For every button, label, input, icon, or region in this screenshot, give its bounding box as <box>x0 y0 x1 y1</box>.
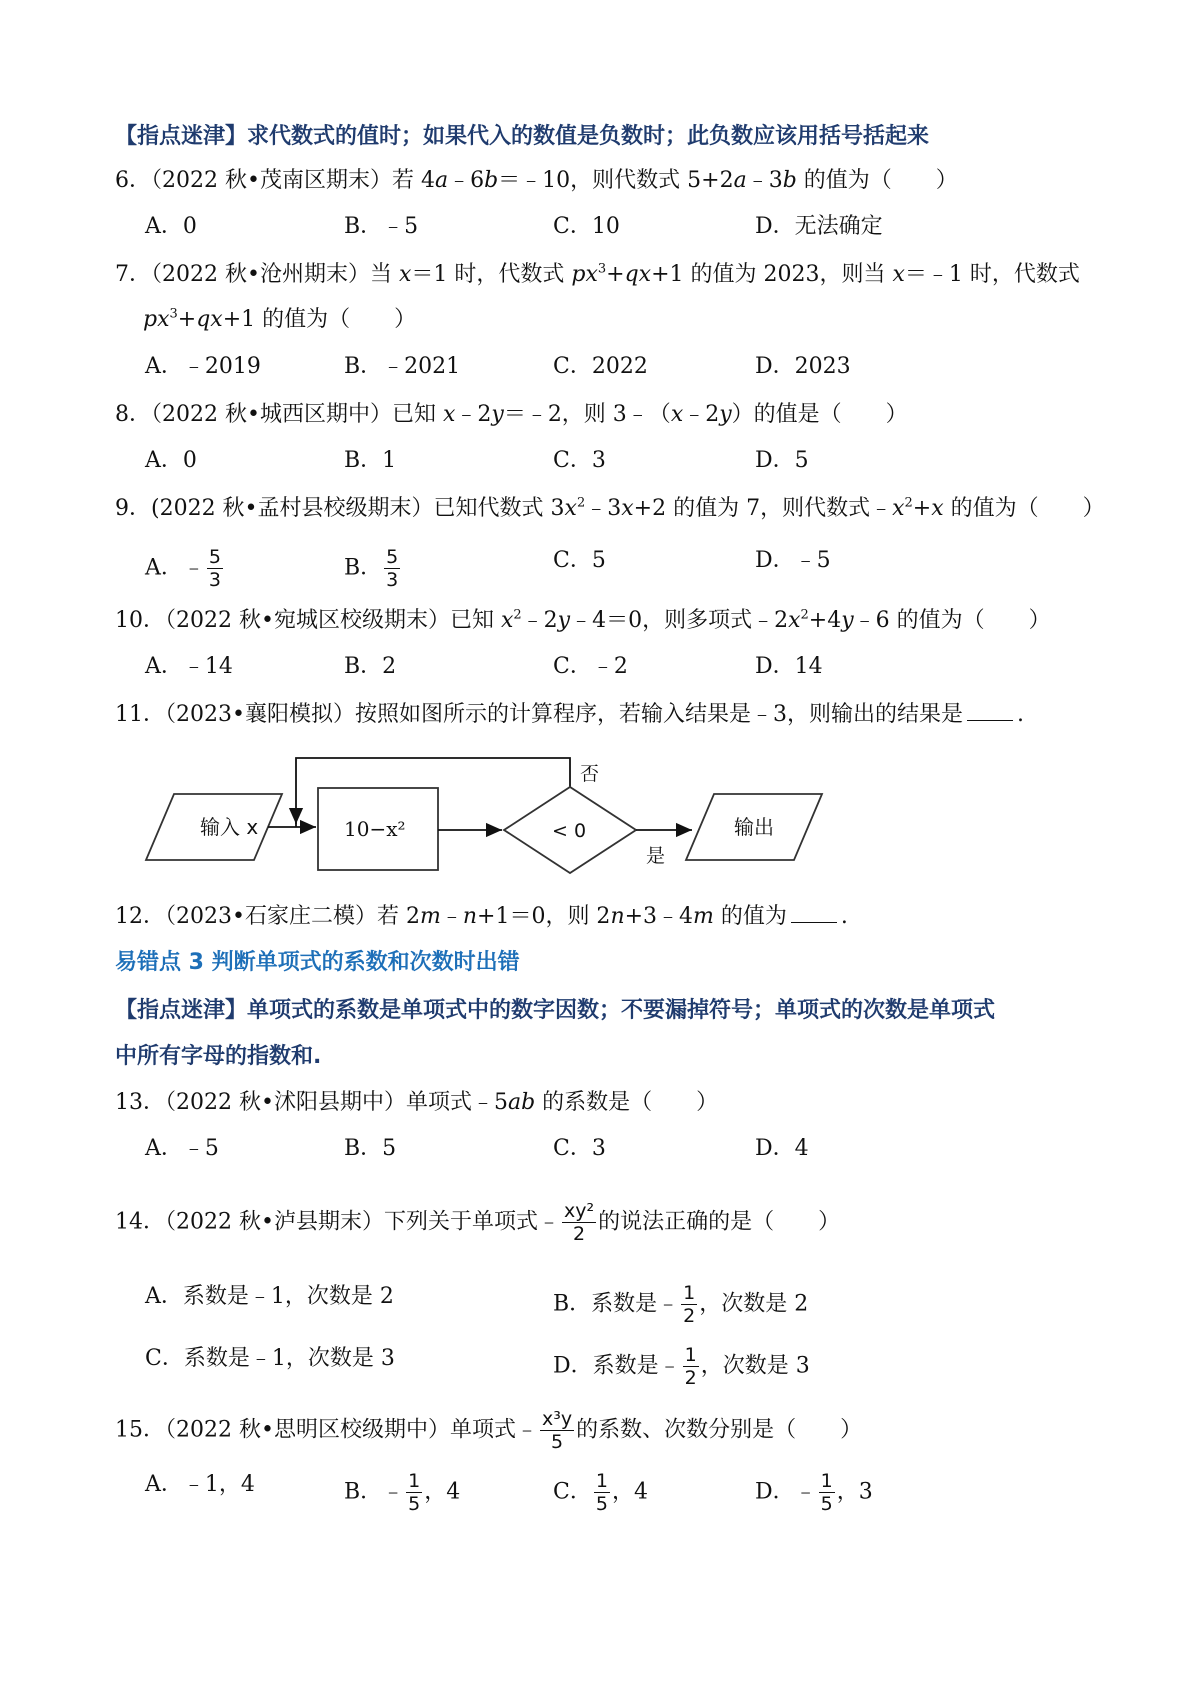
q15-option-d-label: D．﹣ <box>755 1479 817 1505</box>
q9-option-b[interactable] <box>344 546 402 591</box>
q14-option-d-label: D．系数是﹣ <box>553 1353 681 1379</box>
no-label: 否 <box>580 763 600 785</box>
q8-option-a[interactable]: A．0 <box>145 448 197 473</box>
q15-option-b[interactable] <box>344 1470 460 1515</box>
q6-option-c[interactable]: C．10 <box>553 214 620 239</box>
answer-blank[interactable] <box>967 702 1013 721</box>
question-10: 10．（2022 秋•宛城区校级期末）已知 $x^2﹣2y﹣4=0$，则多项式$﹣2x^2+4y﹣6$ 的值为（ ） <box>115 607 1051 633</box>
q14-option-b-suffix: ，次数是 2 <box>699 1291 809 1317</box>
tip-note: 【指点迷津】求代数式的值时；如果代入的数值是负数时；此负数应该用括号括起来 <box>115 124 930 149</box>
q9-option-d[interactable]: D．﹣5 <box>755 548 831 573</box>
q10-option-d[interactable]: D．14 <box>755 654 823 679</box>
q15-fraction-d: $\frac{1}{5}$ <box>820 1470 833 1515</box>
q9-option-b-label: B． <box>344 555 383 581</box>
flowchart <box>140 750 840 880</box>
tip-note-2-line-2: 中所有字母的指数和. <box>115 1044 322 1069</box>
q9-option-a-label: A．﹣ <box>145 555 205 581</box>
question-15: 15．（2022 秋•思明区校级期中）单项式﹣ $\frac{\text{x³y}}{5}$ 的系数、次数分别是（ ） <box>115 1408 863 1453</box>
q9-fraction-a: $\frac{5}{3}$ <box>208 546 221 591</box>
q7-option-a[interactable]: A．﹣2019 <box>145 354 261 379</box>
q13-option-a[interactable]: A．﹣5 <box>145 1136 219 1161</box>
yes-label: 是 <box>646 845 666 867</box>
q14-fraction-b: $\frac{1}{2}$ <box>683 1282 696 1327</box>
q13-option-b[interactable]: B．5 <box>344 1136 397 1161</box>
q10-option-b[interactable]: B．2 <box>344 654 397 679</box>
q10-option-c[interactable]: C．﹣2 <box>553 654 628 679</box>
q8-option-c[interactable]: C．3 <box>553 448 606 473</box>
process-label: 10−x² <box>344 817 406 841</box>
q15-fraction: $\frac{\text{x³y}}{5}$ <box>541 1408 573 1453</box>
q13-option-c[interactable]: C．3 <box>553 1136 606 1161</box>
q15-option-d[interactable] <box>755 1470 873 1515</box>
tip-note-2-line-1: 【指点迷津】单项式的系数是单项式中的数字因数；不要漏掉符号；单项式的次数是单项式 <box>115 998 996 1023</box>
answer-blank-12[interactable] <box>791 904 837 923</box>
question-8: 8．（2022 秋•城西区期中）已知 x﹣2y＝﹣2，则 3﹣（x﹣2y）的值是（ ） <box>115 402 908 427</box>
q9-option-c[interactable]: C．5 <box>553 548 606 573</box>
q6-option-b[interactable]: B．﹣5 <box>344 214 419 239</box>
q15-option-d-suffix: ，3 <box>836 1479 873 1505</box>
q15-option-a[interactable]: A．﹣1，4 <box>145 1472 255 1497</box>
q15-option-c-suffix: ，4 <box>611 1479 648 1505</box>
q14-option-b[interactable] <box>553 1282 808 1327</box>
question-11: 11．（2023•襄阳模拟）按照如图所示的计算程序，若输入结果是﹣3，则输出的结果是 . <box>115 702 1024 727</box>
q7-option-d[interactable]: D．2023 <box>755 354 851 379</box>
q15-option-b-suffix: ，4 <box>424 1479 461 1505</box>
q6-option-d[interactable]: D．无法确定 <box>755 214 883 239</box>
q14-fraction: $\frac{\text{xy²}}{2}$ <box>563 1200 595 1245</box>
question-9: 9．(2022 秋•孟村县校级期末）已知代数式 $3x^2﹣3x+2$ 的值为 7，则代数式$﹣x^2+x$ 的值为（ ） <box>115 495 1105 521</box>
q15-fraction-b: $\frac{1}{5}$ <box>408 1470 421 1515</box>
q14-option-a[interactable]: A．系数是﹣1，次数是 2 <box>145 1284 394 1309</box>
q10-option-a[interactable]: A．﹣14 <box>145 654 233 679</box>
q6-option-a[interactable]: A．0 <box>145 214 197 239</box>
q14-option-b-label: B．系数是﹣ <box>553 1291 680 1317</box>
question-14: 14．（2022 秋•泸县期末）下列关于单项式﹣ $\frac{\text{xy²}}{2}$ 的说法正确的是（ ） <box>115 1200 841 1245</box>
output-label: 输出 <box>734 815 774 839</box>
q15-option-c-label: C． <box>553 1479 592 1505</box>
question-6: 6．（2022 秋•茂南区期末）若 4a﹣6b＝﹣10，则代数式 5+2a﹣3b 的值为（ ） <box>115 168 958 193</box>
q15-fraction-c: $\frac{1}{5}$ <box>595 1470 608 1515</box>
section-heading: 易错点 3 判断单项式的系数和次数时出错 <box>115 950 520 975</box>
q14-option-c[interactable]: C．系数是﹣1，次数是 3 <box>145 1346 395 1371</box>
q15-option-c[interactable] <box>553 1470 648 1515</box>
q15-option-b-label: B．﹣ <box>344 1479 405 1505</box>
q8-option-b[interactable]: B．1 <box>344 448 397 473</box>
question-12: 12．（2023•石家庄二模）若 2m﹣n+1＝0，则 2n+3﹣4m 的值为 . <box>115 904 848 929</box>
q14-option-d-suffix: ，次数是 3 <box>700 1353 810 1379</box>
q9-fraction-b: $\frac{5}{3}$ <box>386 546 399 591</box>
question-7-line-1: 7．（2022 秋•沧州期末）当 x＝1 时，代数式 $px^3+qx+1$ 的值为 2023，则当 x＝﹣1 时，代数式 <box>115 261 1080 287</box>
q14-fraction-d: $\frac{1}{2}$ <box>684 1344 697 1389</box>
question-7-line-2: $px^3+qx+1$ 的值为（ ） <box>143 306 417 332</box>
decision-label: < 0 <box>552 820 587 842</box>
input-label: 输入 x <box>200 815 259 839</box>
question-13: 13．（2022 秋•沭阳县期中）单项式﹣5ab 的系数是（ ） <box>115 1090 719 1115</box>
q7-option-b[interactable]: B．﹣2021 <box>344 354 461 379</box>
q7-option-c[interactable]: C．2022 <box>553 354 648 379</box>
q8-option-d[interactable]: D．5 <box>755 448 809 473</box>
q9-option-a[interactable] <box>145 546 225 591</box>
q13-option-d[interactable]: D．4 <box>755 1136 809 1161</box>
q14-option-d[interactable] <box>553 1344 810 1389</box>
